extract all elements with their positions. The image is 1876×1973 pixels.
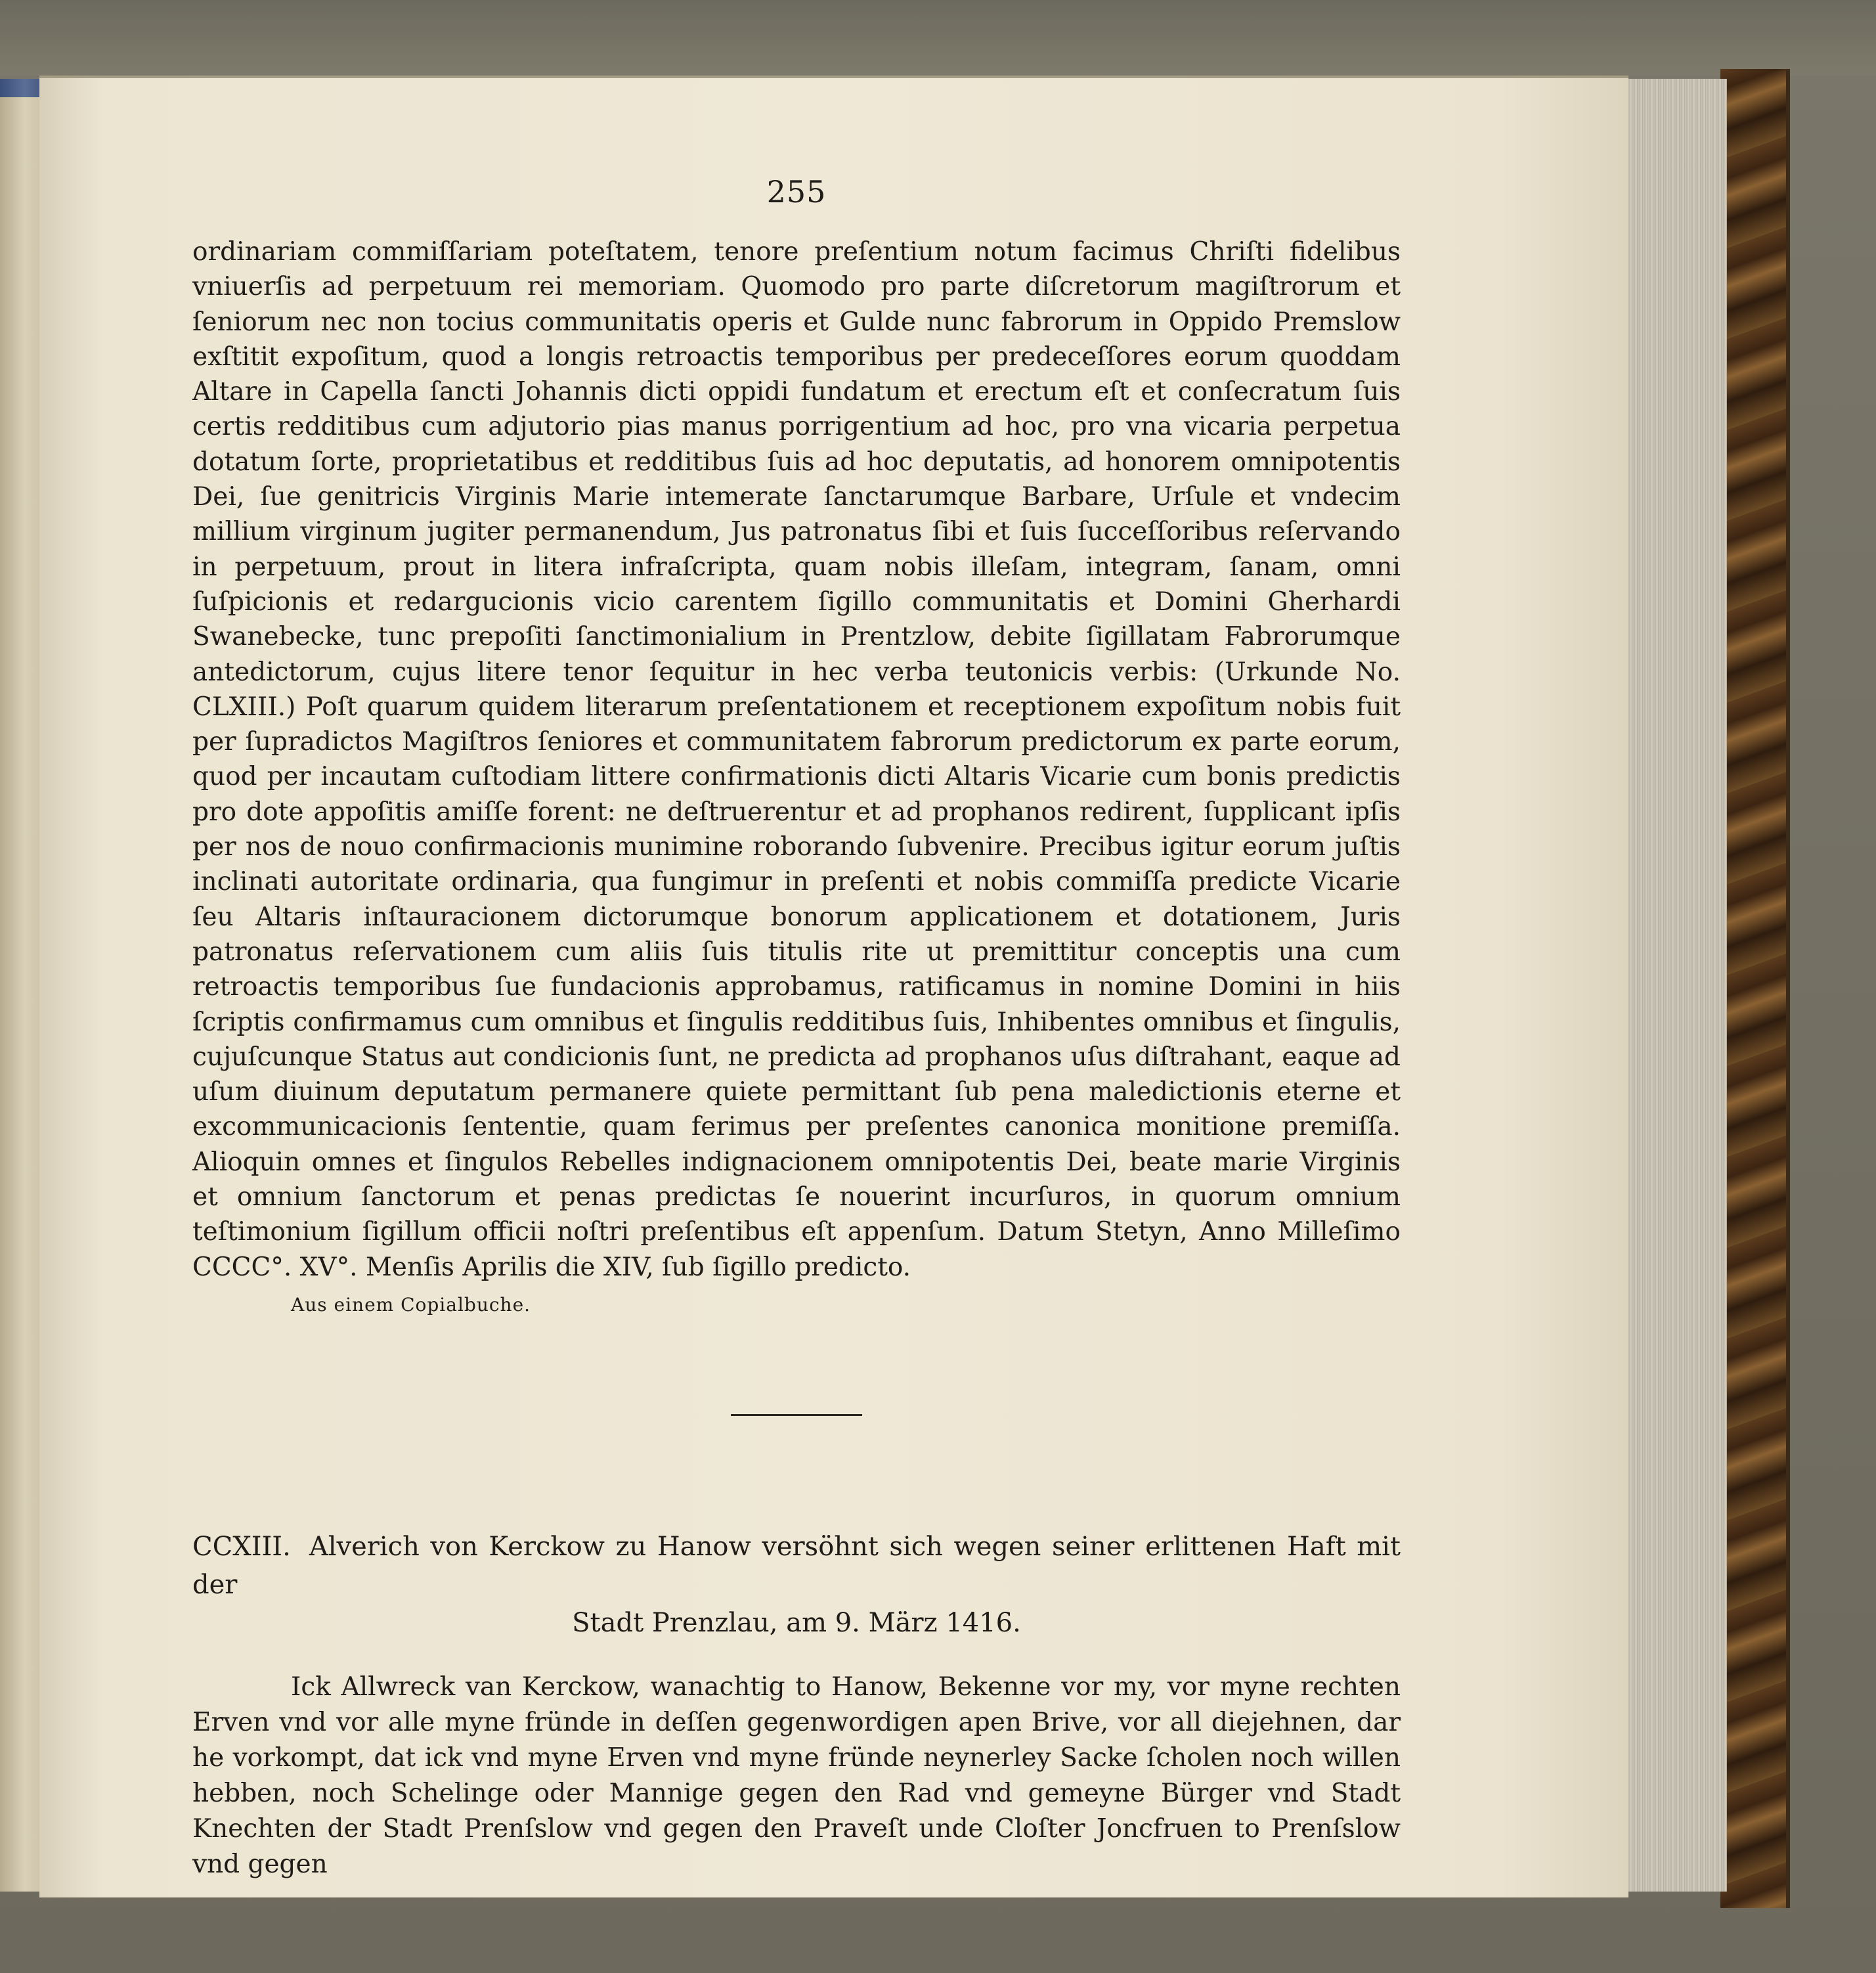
- marbled-cover-board: [1720, 69, 1790, 1908]
- document-title-line2: Stadt Prenzlau, am 9. März 1416.: [572, 1607, 1021, 1638]
- section-divider: [731, 1414, 862, 1416]
- page-content: [192, 174, 1401, 1882]
- scan-top-margin: [0, 0, 1876, 76]
- latin-charter-text: ordinariam commiſſariam poteſtatem, tenore preſentium notum facimus Chriſti fidelibus vniuerſis ad perpetuum rei memoriam. Quomodo pro parte diſcretorum magiſtrorum et ſeniorum nec non tocius communitatis operis et Gulde nunc fabrorum in Oppido Premslow exſtitit expoſitum, quod a longis retroactis temporibus per predeceſſores eorum quoddam Altare in Capella ſancti Johannis dicti oppidi fundatum et erectum eſt et conſecratum ſuis certis redditibus cum adjutorio pias manus porrigentium ad hoc, pro vna vicaria perpetua dotatum ſorte, proprietatibus et redditibus ſuis ad hoc deputatis, ad honorem omnipotentis Dei, ſue genitricis Virginis Marie intemerate ſanctarumque Barbare, Urſule et vndecim millium virginum jugiter permanendum, Jus patronatus ſibi et ſuis ſucceſſoribus reſervando in perpetuum, prout in litera infraſcripta, quam nobis illeſam, integram, ſanam, omni ſuſpicionis et redargucionis vicio carentem ſigillo communitatis et Domini Gherhardi Swanebecke, tunc prepoſiti ſanctimonialium in Prentzlow, debite ſigillatam Fabrorumque antedictorum, cujus litere tenor ſequitur in hec verba teutonicis verbis: (Urkunde No. CLXIII.) Poſt quarum quidem literarum preſentationem et receptionem expoſitum nobis fuit per ſupradictos Magiſtros ſeniores et communitatem fabrorum predictorum ex parte eorum, quod per incautam cuſtodiam littere confirmationis dicti Altaris Vicarie cum bonis predictis pro dote appoſitis amiſſe forent: ne deſtruerentur et ad prophanos redirent, ſupplicant ipſis per nos de nouo confirmacionis munimine roborando ſubvenire. Precibus igitur eorum juſtis inclinati autoritate ordinaria, qua fungimur in preſenti et nobis commiſſa predicte Vicarie ſeu Altaris inſtauracionem dictorumque bonorum applicationem et dotationem, Juris patronatus reſervationem cum aliis ſuis titulis rite ut premittitur conceptis una cum retroactis temporibus ſue fundacionis approbamus, ratificamus in nomine Domini in hiis ſcriptis confirmamus cum omnibus et ſingulis redditibus ſuis, Inhibentes omnibus et ſingulis, cujuſcunque Status aut condicionis ſunt, ne predicta ad prophanos uſus diſtrahant, eaque ad uſum diuinum deputatum permanere quiete permittant ſub pena maledictionis eterne et excommunicacionis ſententie, quam ferimus per preſentes canonica monitione premiſſa. Alioquin omnes et ſingulos Rebelles indignacionem omnipotentis Dei, beate marie Virginis et omnium ſanctorum et penas predictas ſe nouerint incurſuros, in quorum omnium teſtimonium ſigillum officii noſtri preſentibus eſt appenſum. Datum Stetyn, Anno Milleſimo CCCC°. XV°. Menſis Aprilis die XIV, ſub ſigillo predicto.: [192, 237, 1401, 1282]
- low-german-charter-text: Ick Allwreck van Kerckow, wanachtig to Hanow, Bekenne vor my, vor myne rechten Erven vnd vor alle myne fründe in deſſen gegenwordigen apen Brive, vor all diejehnen, dar he vorkompt, dat ick vnd myne Erven vnd myne fründe neynerley Sacke ſcholen noch willen hebben, noch Schelinge oder Mannige gegen den Rad vnd gemeyne Bürger vnd Stadt Knechten der Stadt Prenſslow vnd gegen den Praveſt unde Cloſter Joncfruen to Prenſslow vnd gegen: [192, 1672, 1401, 1879]
- document-heading: [192, 1528, 1401, 1642]
- page-number: 255: [766, 174, 827, 210]
- page-stack-edges: [1622, 79, 1727, 1892]
- source-note: Aus einem Copialbuche.: [291, 1293, 531, 1316]
- document-number: CCXIII.: [192, 1531, 291, 1562]
- document-title-line1: Alverich von Kerckow zu Hanow versöhnt sich wegen seiner erlittenen Haft mit der: [192, 1531, 1401, 1600]
